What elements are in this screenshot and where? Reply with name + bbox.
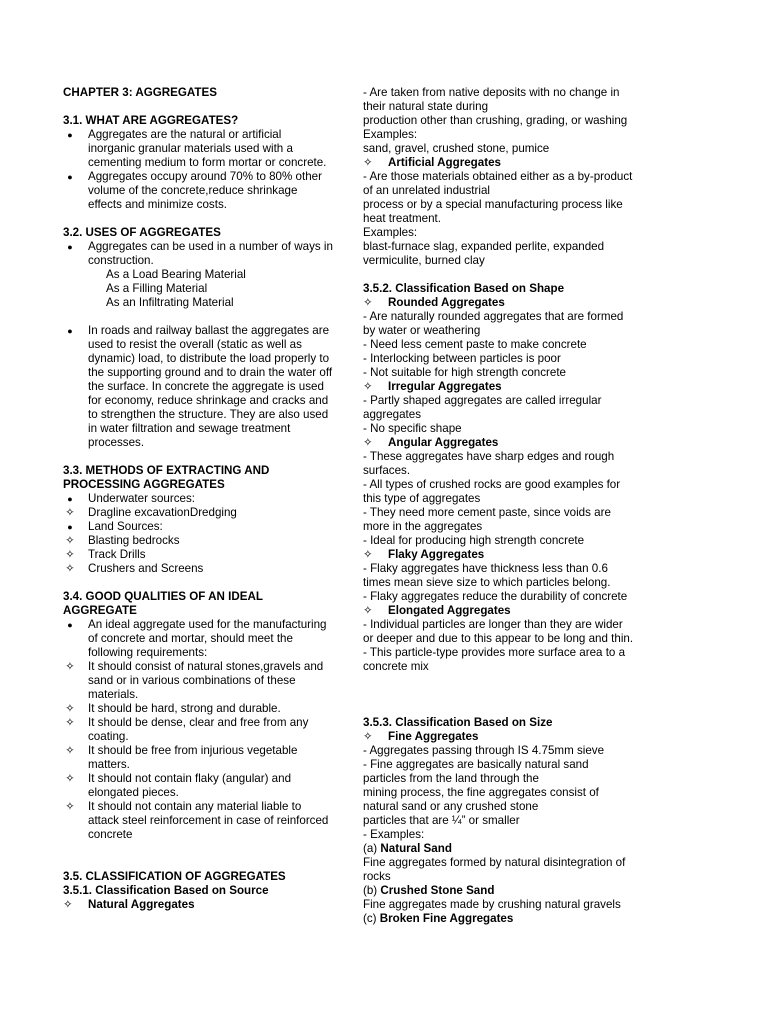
text-line: - Ideal for producing high strength concrete (363, 534, 585, 547)
bullet-icon: ● (67, 522, 73, 532)
blank-line (363, 268, 645, 282)
diamond-subheading (363, 436, 645, 450)
diamond-icon: ✧ (363, 436, 373, 449)
text-line: by water or weathering (363, 324, 481, 337)
example-name: Natural Sand (380, 842, 452, 855)
blank-line (63, 212, 343, 226)
list-item-line: It should not contain flaky (angular) and (88, 772, 292, 785)
text-line: rocks (363, 870, 391, 883)
text-line: - Interlocking between particles is poor (363, 352, 561, 365)
text-line: - Flaky aggregates reduce the durability of concrete (363, 590, 628, 603)
section-heading: AGGREGATE (63, 604, 137, 617)
list-item-line: It should be hard, strong and durable. (88, 702, 281, 715)
text-line: of an unrelated industrial (363, 184, 490, 197)
blank-line (63, 100, 343, 114)
list-item-line: Aggregates are the natural or artificial (88, 128, 282, 141)
section-heading: 3.5. CLASSIFICATION OF AGGREGATES (63, 870, 286, 883)
list-item-line: to strengthen the structure. They are also used (88, 408, 329, 421)
list-item-line: materials. (88, 688, 139, 701)
text-line: - Are naturally rounded aggregates that are formed (363, 310, 624, 323)
subheading-text: Elongated Aggregates (388, 604, 511, 617)
list-item-line: the supporting ground and to drain the water off (88, 366, 333, 379)
list-item-line: volume of the concrete,reduce shrinkage (88, 184, 298, 197)
text-line: - All types of crushed rocks are good examples for (363, 478, 621, 491)
diamond-icon: ✧ (63, 898, 73, 911)
list-item-line: Land Sources: (88, 520, 163, 533)
bullet-icon: ● (67, 130, 73, 140)
list-item-line: It should be dense, clear and free from any (88, 716, 309, 729)
list-item (63, 800, 343, 842)
text-line: - Not suitable for high strength concrete (363, 366, 566, 379)
text-line: - Need less cement paste to make concrete (363, 338, 587, 351)
list-item-line: In roads and railway ballast the aggregates are (88, 324, 330, 337)
section-heading: 3.5.3. Classification Based on Size (363, 716, 553, 729)
text-line: sand, gravel, crushed stone, pumice (363, 142, 550, 155)
diamond-icon: ✧ (65, 800, 75, 813)
blank-line (63, 842, 343, 856)
diamond-icon: ✧ (65, 702, 75, 715)
list-item (63, 618, 343, 660)
indented-item: As a Filling Material (106, 282, 208, 295)
text-line: - Are taken from native deposits with no change in (363, 86, 620, 99)
text-line: times mean sieve size to which particles belong. (363, 576, 611, 589)
list-item-line: for economy, reduce shrinkage and cracks and (88, 394, 329, 407)
list-item (63, 520, 343, 534)
text-line: - Individual particles are longer than they are wider (363, 618, 623, 631)
list-item-line: Track Drills (88, 548, 146, 561)
list-item (63, 170, 343, 212)
diamond-icon: ✧ (65, 716, 75, 729)
list-item-line: in water filtration and sewage treatment (88, 422, 291, 435)
subheading-text: Rounded Aggregates (388, 296, 505, 309)
list-item-line: the surface. In concrete the aggregate is used (88, 380, 324, 393)
list-item (63, 716, 343, 744)
blank-line (363, 674, 645, 688)
list-item (63, 702, 343, 716)
left-column (63, 86, 343, 912)
list-item-line: concrete (88, 828, 133, 841)
diamond-icon: ✧ (363, 156, 373, 169)
list-item-line: It should consist of natural stones,gravels and (88, 660, 324, 673)
text-line: heat treatment. (363, 212, 441, 225)
subheading-text: Natural Aggregates (88, 898, 195, 911)
text-line: aggregates (363, 408, 422, 421)
text-line: Fine aggregates formed by natural disintegration of (363, 856, 626, 869)
blank-line (63, 310, 343, 324)
example-name: Crushed Stone Sand (380, 884, 495, 897)
text-line: natural sand or any crushed stone (363, 800, 539, 813)
blank-line (63, 450, 343, 464)
list-item (63, 562, 343, 576)
indented-item: As an Infiltrating Material (106, 296, 234, 309)
text-line: their natural state during (363, 100, 489, 113)
example-name: Broken Fine Aggregates (379, 912, 514, 925)
list-item-line: It should be free from injurious vegetable (88, 744, 298, 757)
list-item-line: construction. (88, 254, 154, 267)
text-line: mining process, the fine aggregates consist of (363, 786, 599, 799)
list-item-line: Aggregates can be used in a number of ways in (88, 240, 333, 253)
text-line: Examples: (363, 226, 418, 239)
blank-line (63, 856, 343, 870)
text-line: - They need more cement paste, since voids are (363, 506, 611, 519)
list-item-line: elongated pieces. (88, 786, 179, 799)
section-heading: PROCESSING AGGREGATES (63, 478, 225, 491)
list-item-line: It should not contain any material liable to (88, 800, 302, 813)
list-item (63, 324, 343, 450)
diamond-subheading (363, 548, 645, 562)
example-heading (363, 912, 645, 926)
example-prefix: (a) (363, 842, 381, 855)
list-item-line: processes. (88, 436, 145, 449)
diamond-icon: ✧ (65, 534, 75, 547)
text-line: - These aggregates have sharp edges and rough (363, 450, 615, 463)
subheading-text: Flaky Aggregates (388, 548, 485, 561)
text-line: production other than crushing, grading, or washing (363, 114, 628, 127)
list-item-line: matters. (88, 758, 130, 771)
text-line: - Fine aggregates are basically natural sand (363, 758, 589, 771)
list-item (63, 492, 343, 506)
list-item-line: cementing medium to form mortar or concrete. (88, 156, 327, 169)
blank-line (363, 688, 645, 702)
subheading-text: Fine Aggregates (388, 730, 479, 743)
list-item-line: sand or in various combinations of these (88, 674, 296, 687)
text-line: concrete mix (363, 660, 429, 673)
diamond-subheading (63, 898, 343, 912)
section-heading: 3.2. USES OF AGGREGATES (63, 226, 221, 239)
list-item (63, 660, 343, 702)
list-item-line: attack steel reinforcement in case of reinforced (88, 814, 329, 827)
text-line: - Are those materials obtained either as a by-product (363, 170, 633, 183)
text-line: - Flaky aggregates have thickness less than 0.6 (363, 562, 608, 575)
diamond-icon: ✧ (65, 562, 75, 575)
blank-line (363, 702, 645, 716)
example-heading (363, 842, 645, 856)
list-item-line: of concrete and mortar, should meet the (88, 632, 293, 645)
list-item-line: dynamic) load, to distribute the load properly to (88, 352, 330, 365)
right-column (363, 86, 645, 926)
example-prefix: (c) (363, 912, 380, 925)
list-item (63, 744, 343, 772)
subheading-text: Artificial Aggregates (388, 156, 501, 169)
diamond-icon: ✧ (363, 730, 373, 743)
diamond-icon: ✧ (65, 506, 75, 519)
section-heading: 3.3. METHODS OF EXTRACTING AND (63, 464, 270, 477)
text-line: - This particle-type provides more surface area to a (363, 646, 626, 659)
diamond-icon: ✧ (65, 772, 75, 785)
text-line: - Aggregates passing through IS 4.75mm sieve (363, 744, 605, 757)
diamond-subheading (363, 380, 645, 394)
text-line: - Partly shaped aggregates are called irregular (363, 394, 602, 407)
text-line: particles that are ¼” or smaller (363, 814, 520, 827)
list-item-line: An ideal aggregate used for the manufacturing (88, 618, 327, 631)
bullet-icon: ● (67, 620, 73, 630)
section-heading: 3.4. GOOD QUALITIES OF AN IDEAL (63, 590, 263, 603)
list-item (63, 128, 343, 170)
section-heading: 3.5.2. Classification Based on Shape (363, 282, 565, 295)
bullet-icon: ● (67, 494, 73, 504)
text-line: process or by a special manufacturing process like (363, 198, 623, 211)
diamond-icon: ✧ (65, 744, 75, 757)
blank-line (63, 576, 343, 590)
text-line: Examples: (363, 128, 418, 141)
bullet-icon: ● (67, 326, 73, 336)
list-item (63, 534, 343, 548)
diamond-icon: ✧ (363, 296, 373, 309)
text-line: more in the aggregates (363, 520, 483, 533)
list-item (63, 772, 343, 800)
diamond-icon: ✧ (363, 604, 373, 617)
section-heading: 3.5.1. Classification Based on Source (63, 884, 269, 897)
subheading-text: Angular Aggregates (388, 436, 499, 449)
diamond-subheading (363, 604, 645, 618)
text-line: blast-furnace slag, expanded perlite, expanded (363, 240, 605, 253)
list-item-line: Blasting bedrocks (88, 534, 180, 547)
list-item-line: Crushers and Screens (88, 562, 204, 575)
list-item (63, 506, 343, 520)
example-heading (363, 884, 645, 898)
text-line: particles from the land through the (363, 772, 539, 785)
text-line: or deeper and due to this appear to be long and thin. (363, 632, 634, 645)
diamond-subheading (363, 296, 645, 310)
text-line: - No specific shape (363, 422, 462, 435)
bullet-icon: ● (67, 172, 73, 182)
list-item-line: effects and minimize costs. (88, 198, 227, 211)
list-item-line: inorganic granular materials used with a (88, 142, 293, 155)
list-item (63, 548, 343, 562)
text-line: surfaces. (363, 464, 411, 477)
subheading-text: Irregular Aggregates (388, 380, 502, 393)
diamond-icon: ✧ (65, 548, 75, 561)
diamond-subheading (363, 156, 645, 170)
text-line: - Examples: (363, 828, 425, 841)
example-prefix: (b) (363, 884, 381, 897)
list-item-line: Underwater sources: (88, 492, 195, 505)
text-line: Fine aggregates made by crushing natural gravels (363, 898, 621, 911)
diamond-icon: ✧ (363, 548, 373, 561)
section-heading: CHAPTER 3: AGGREGATES (63, 86, 217, 99)
list-item-line: coating. (88, 730, 129, 743)
diamond-icon: ✧ (65, 660, 75, 673)
text-line: this type of aggregates (363, 492, 481, 505)
section-heading: 3.1. WHAT ARE AGGREGATES? (63, 114, 239, 127)
list-item (63, 240, 343, 268)
list-item-line: used to resist the overall (static as well as (88, 338, 302, 351)
list-item-line: following requirements: (88, 646, 208, 659)
list-item-line: Dragline excavationDredging (88, 506, 237, 519)
indented-item: As a Load Bearing Material (106, 268, 246, 281)
bullet-icon: ● (67, 242, 73, 252)
diamond-icon: ✧ (363, 380, 373, 393)
text-line: vermiculite, burned clay (363, 254, 485, 267)
list-item-line: Aggregates occupy around 70% to 80% other (88, 170, 322, 183)
diamond-subheading (363, 730, 645, 744)
